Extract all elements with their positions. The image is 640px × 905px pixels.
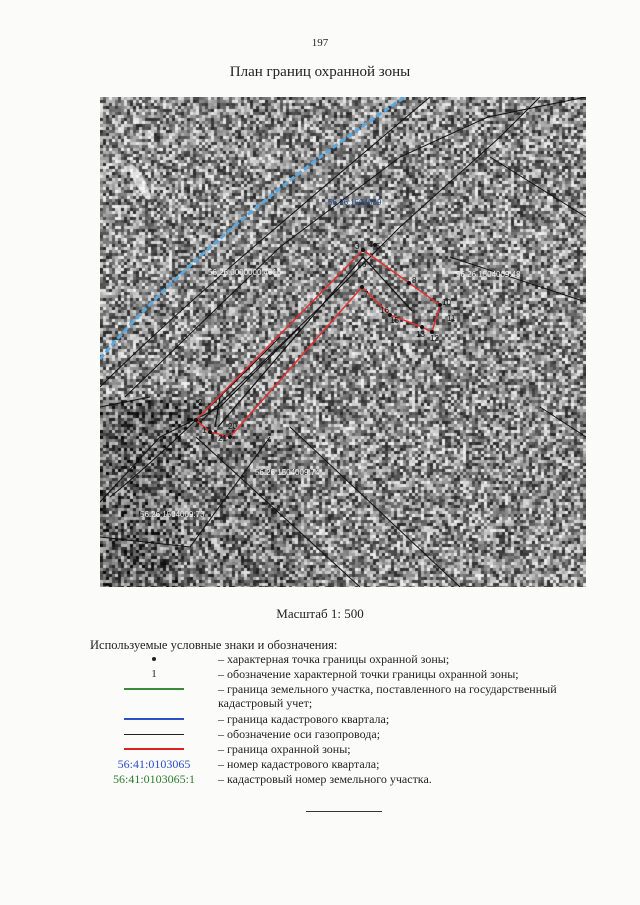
point-label: 12 <box>430 334 439 343</box>
map-label-parcel-73: 56:26:1504009:73 <box>140 510 205 519</box>
legend-text: – граница земельного участка, поставленного на государственный кадастровый учет; <box>218 682 557 710</box>
legend-item-point <box>90 652 610 666</box>
legend-item-pipeline-axis <box>90 727 610 741</box>
black-line-icon <box>124 734 184 735</box>
legend-text: – обозначение характерной точки границы охранной зоны; <box>218 667 519 681</box>
point-label: 2 <box>198 398 203 407</box>
point-label: 3 <box>355 242 360 251</box>
legend-text: – граница охранной зоны; <box>218 742 351 756</box>
cadastral-map <box>100 97 586 587</box>
legend-text: – кадастровый номер земельного участка. <box>218 772 432 786</box>
legend <box>90 652 610 787</box>
scale-label: Масштаб 1: 500 <box>276 606 364 621</box>
point-label: 16 <box>380 306 389 315</box>
green-line-icon <box>124 688 184 690</box>
point-label: 8 <box>412 276 417 285</box>
legend-title: Используемые условные знаки и обозначения: <box>90 638 338 652</box>
point-label: 21 <box>218 434 227 443</box>
point-dot-icon <box>152 657 156 661</box>
legend-text: – номер кадастрового квартала; <box>218 757 380 771</box>
point-label: 13 <box>416 330 425 339</box>
map-label-parcel-4916: 56:26:0000000:4916 <box>208 268 282 277</box>
point-label: 6 <box>362 260 367 269</box>
point-label: 20 <box>228 422 237 431</box>
legend-item-zone-boundary <box>90 742 610 756</box>
map-overlay <box>100 97 586 587</box>
point-label: 7 <box>364 290 369 299</box>
blue-line-icon <box>124 718 184 720</box>
legend-item-quarter-boundary <box>90 712 610 726</box>
point-label: 10 <box>442 298 451 307</box>
point-label: 5 <box>376 242 381 251</box>
separator-line <box>306 811 382 812</box>
point-label: 4 <box>368 240 373 249</box>
document-title: План границ охранной зоны <box>229 64 411 80</box>
red-line-icon <box>124 748 184 750</box>
point-label: 15 <box>390 316 399 325</box>
page-number: 197 <box>311 37 329 49</box>
legend-item-quarter-code <box>90 757 610 771</box>
point-label: 1 <box>202 426 207 435</box>
point-number-sample: 1 <box>151 668 157 680</box>
legend-item-parcel-boundary <box>90 682 610 710</box>
legend-text: – обозначение оси газопровода; <box>218 727 381 741</box>
map-label-parcel-74: 56:26:1504009:74 <box>255 468 320 477</box>
quarter-code-sample: 56:41:0103065 <box>117 757 191 771</box>
legend-text: – граница кадастрового квартала; <box>218 712 390 726</box>
protection-zone-boundary <box>196 250 440 437</box>
legend-item-point-number <box>90 667 610 681</box>
legend-item-parcel-code <box>90 772 610 786</box>
map-label-parcel-48: 56:26:1504009:48 <box>456 270 521 279</box>
point-label: 11 <box>447 314 456 323</box>
quarter-boundary-line <box>100 97 405 359</box>
parcel-code-sample: 56:41:0103065:1 <box>112 772 195 786</box>
legend-text: – характерная точка границы охранной зоны; <box>218 652 450 666</box>
map-label-quarter: 56:26:1504009 <box>328 198 382 207</box>
